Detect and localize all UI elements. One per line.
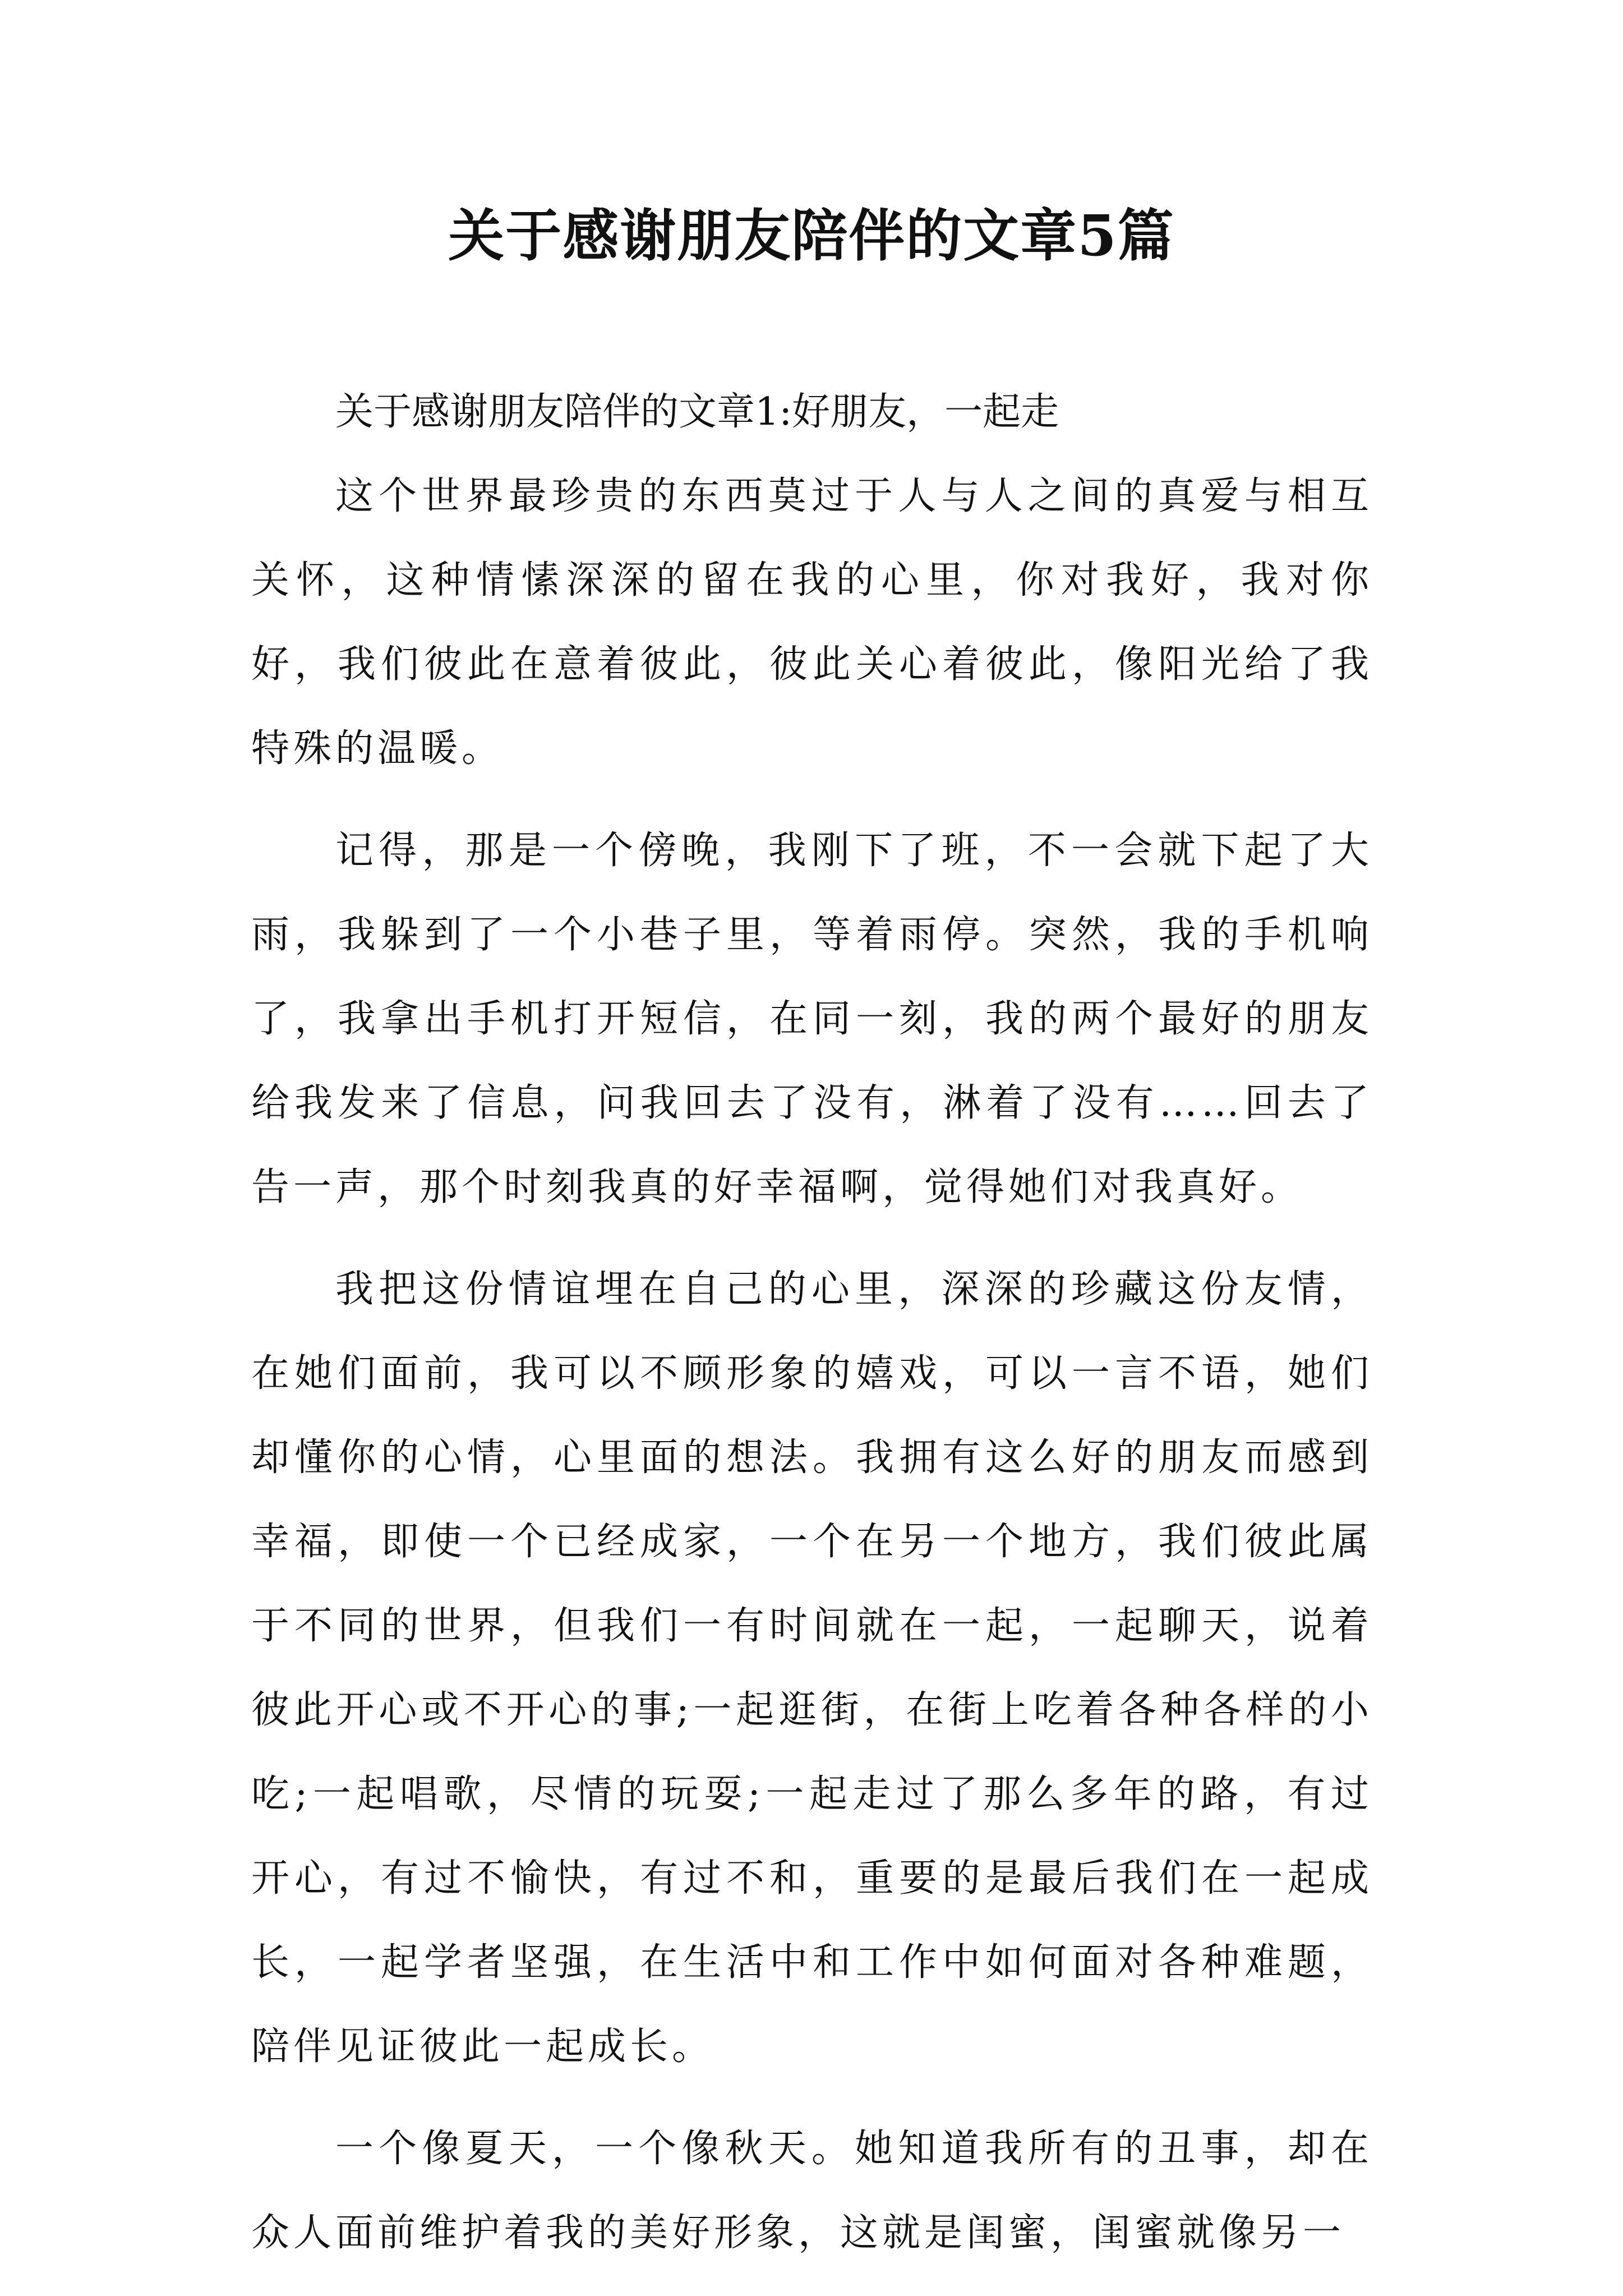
article-body (251, 370, 1373, 2293)
paragraph: 一个像夏天，一个像秋天。她知道我所有的丑事，却在众人面前维护着我的美好形象，这就是闺蜜，闺蜜就像另一 (251, 2127, 1373, 2255)
paragraph: 这个世界最珍贵的东西莫过于人与人之间的真爱与相互关怀，这种情愫深深的留在我的心里，你对我好，我对你好，我们彼此在意着彼此，彼此关心着彼此，像阳光给了我特殊的温暖。 (251, 474, 1373, 771)
paragraph: 记得，那是一个傍晚，我刚下了班，不一会就下起了大雨，我躲到了一个小巷子里，等着雨停。突然，我的手机响了，我拿出手机打开短信，在同一刻，我的两个最好的朋友给我发来了信息，问我回去了没有，淋着了没有……回去了告一声，那个时刻我真的好幸福啊，觉得她们对我真好。 (251, 829, 1373, 1209)
section-heading: 关于感谢朋友陪伴的文章1:好朋友，一起走 (335, 390, 1059, 434)
paragraph: 我把这份情谊埋在自己的心里，深深的珍藏这份友情，在她们面前，我可以不顾形象的嬉戏，可以一言不语，她们却懂你的心情，心里面的想法。我拥有这么好的朋友而感到幸福，即使一个已经成家，一个在另一个地方，我们彼此属于不同的世界，但我们一有时间就在一起，一起聊天，说着彼此开心或不开心的事;一起逛街，在街上吃着各种各样的小吃;一起唱歌，尽情的玩耍;一起走过了那么多年的路，有过开心，有过不愉快，有过不和，重要的是最后我们在一起成长，一起学者坚强，在生活中和工作中如何面对各种难题，陪伴见证彼此一起成长。 (251, 1267, 1373, 2069)
document-title: 关于感谢朋友陪伴的文章5篇 (448, 203, 1175, 269)
